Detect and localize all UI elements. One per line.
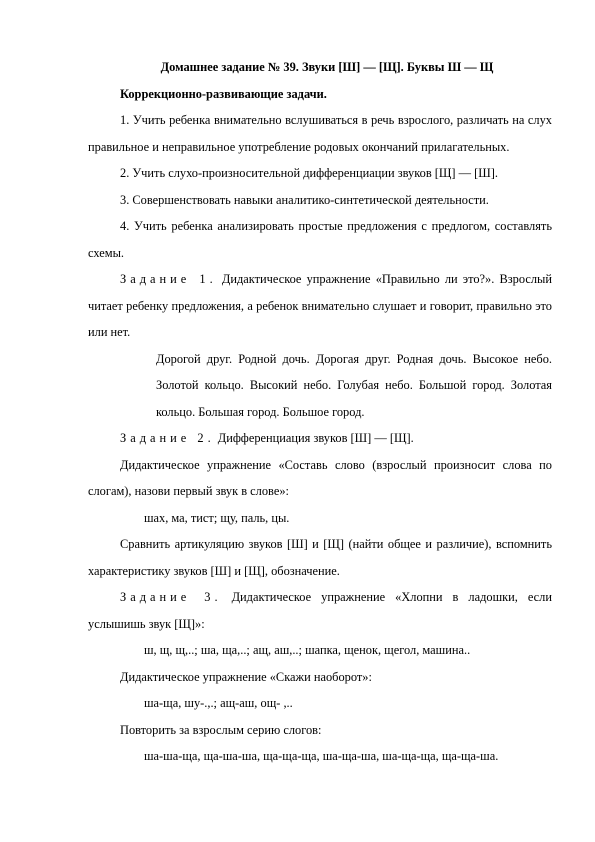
exercise-1-text: Дидактическое упражнение «Правильно ли это?». Взрослый читает ребенку предложения, а ребенок внимательно слушает и говорит, правильно это или нет. xyxy=(88,272,552,339)
exercise-3-pairs: ша-ща, шу-.,.; ащ-аш, ощ- ,.. xyxy=(144,696,293,710)
exercise-1-example: Дорогой друг. Родной дочь. Дорогая друг. Родная дочь. Высокое небо. Золотой кольцо. Высокий небо. Голубая небо. Большой город. Золотая кольцо. Большая город. Большое город. xyxy=(156,351,552,419)
task-item-3: 3. Совершенствовать навыки аналитико-синтетической деятельности. xyxy=(120,192,489,207)
document-body xyxy=(88,54,552,770)
task-item-2: 2. Учить слухо-произносительной дифференциации звуков [Щ] — [Ш]. xyxy=(120,166,498,180)
document-title: Домашнее задание № 39. Звуки [Ш] — [Щ]. Буквы Ш — Щ xyxy=(160,60,494,74)
exercise-3-sounds: ш, щ, щ,..; ша, ща,..; ащ, аш,..; шапка, щенок, щегол, машина.. xyxy=(144,643,471,657)
exercise-3-text: Дидактическое упражнение «Хлопни в ладошки, если услышишь звук [Щ]»: xyxy=(88,590,552,631)
exercise-2-label: Задание 2. xyxy=(120,431,215,445)
tasks-heading: Коррекционно-развивающие задачи. xyxy=(120,86,327,101)
exercise-3-repeat: Повторить за взрослым серию слогов: xyxy=(120,722,322,737)
exercise-2-text: Дифференциация звуков [Ш] — [Щ]. xyxy=(214,431,414,445)
exercise-2-paragraph xyxy=(88,425,552,452)
exercise-1-label: Задание 1. xyxy=(120,272,217,286)
exercise-2-game-intro: Дидактическое упражнение «Составь слово (взрослый произносит слова по слогам), назови первый звук в слове»: xyxy=(88,457,552,498)
task-item-4: 4. Учить ребенка анализировать простые предложения с предлогом, составлять схемы. xyxy=(88,219,552,260)
exercise-3-game-2: Дидактическое упражнение «Скажи наоборот»: xyxy=(120,669,372,684)
exercise-3-paragraph xyxy=(88,584,552,637)
exercise-2-syllables: шах, ма, тист; щу, паль, цы. xyxy=(144,510,290,525)
exercise-3-label: Задание 3. xyxy=(120,590,222,604)
task-item-1: 1. Учить ребенка внимательно вслушиваться в речь взрослого, различать на слух правильное и неправильное употребление родовых окончаний прилагательных. xyxy=(88,113,552,154)
exercise-2-compare: Сравнить артикуляцию звуков [Ш] и [Щ] (найти общее и различие), вспомнить характеристику звуков [Ш] и [Щ], обозначение. xyxy=(88,537,552,578)
exercise-3-series: ша-ша-ща, ща-ша-ша, ща-ща-ща, ша-ща-ша, ша-ща-ща, ща-ща-ша. xyxy=(144,749,499,763)
exercise-1-paragraph xyxy=(88,266,552,346)
